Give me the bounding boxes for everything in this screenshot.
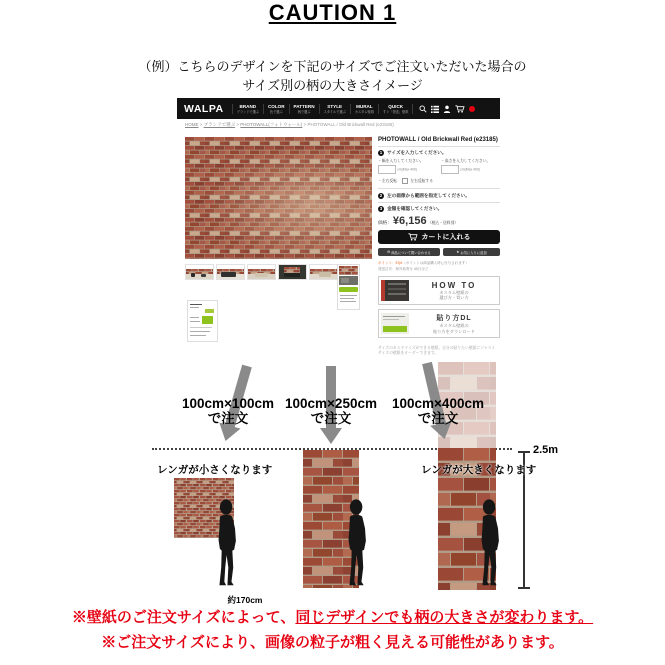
nav-style[interactable]: STYLE スタイルで選ぶ xyxy=(319,104,350,114)
width-input[interactable] xyxy=(378,165,396,174)
search-icon[interactable] xyxy=(419,105,427,113)
caption-smaller: レンガが小さくなります xyxy=(157,464,273,476)
height-label: ・高さを入力してください。 xyxy=(441,159,491,163)
mail-icon: ✉ xyxy=(387,250,391,255)
caption-bigger: レンガが大きくなります xyxy=(421,464,537,476)
step-3: 3 金額を確認してください。 xyxy=(379,206,443,212)
flip-option: 左右反転する xyxy=(410,179,434,184)
thumbnail-room-1[interactable] xyxy=(185,264,214,280)
subtitle-line-1: （例）こちらのデザインを下記のサイズでご注文いただいた場合の xyxy=(138,59,527,74)
order-label-400: 100cm×400cm で注文 xyxy=(392,396,484,426)
height-unit: cm(Max 400) xyxy=(460,167,480,172)
walpa-site-screenshot xyxy=(177,98,500,360)
thumbnail-room-2[interactable] xyxy=(216,264,245,280)
breadcrumb-brand[interactable]: ブランドで選ぶ xyxy=(203,122,236,127)
breadcrumb: HOME > ブランドで選ぶ > PHOTOWALL(フォトウォール) > PHOTOWALL / Old Brickwall Red (e23185) xyxy=(185,122,394,127)
nav-pattern[interactable]: PATTERN 柄で選ぶ xyxy=(289,104,319,114)
inquiry-button[interactable]: ✉ 商品について問い合わせる xyxy=(378,248,440,256)
order-label-250: 100cm×250cm で注文 xyxy=(285,396,377,426)
thumbnail-room-5[interactable] xyxy=(309,264,338,280)
width-unit: cm(Max 400) xyxy=(397,167,417,172)
width-label: ・幅を入力してください。 xyxy=(378,159,424,163)
cart-icon[interactable] xyxy=(455,105,465,113)
breadcrumb-current: PHOTOWALL / Old Brickwall Red (e23185) xyxy=(307,122,394,127)
thumbnail-room-4[interactable] xyxy=(278,264,307,280)
price-value: ¥6,156 xyxy=(392,215,427,228)
order-label-100: 100cm×100cm で注文 xyxy=(182,396,274,426)
bracket-bottom xyxy=(518,587,530,589)
product-panel xyxy=(378,137,500,356)
howto-box[interactable]: HOW TO カスタム壁紙の 選び方・買い方 xyxy=(378,276,500,305)
panel-footnote: サイズのカスタマイズができる壁紙。自分の貼りたい壁面にジャストサイズの壁紙をオーダーできます。 xyxy=(378,346,496,356)
price-row xyxy=(378,215,500,227)
paste-download-box[interactable]: 貼り方DL カスタム壁紙の 貼り方をダウンロード xyxy=(378,309,500,338)
flip-label: ・左右反転 xyxy=(378,179,397,184)
cart-button-icon xyxy=(408,233,418,241)
favorite-button[interactable]: ★ お気に入りに追加 xyxy=(443,248,500,256)
page-title: CAUTION 1 xyxy=(268,0,397,25)
point-note: ポイント：57pt（ポイントは商品購入時に付与されます） xyxy=(378,261,469,266)
thumbnail-room-3[interactable] xyxy=(247,264,276,280)
warning-note-2: ※ご注文サイズにより、画像の粒子が粗く見える可能性があります。 xyxy=(101,634,564,651)
walpa-logo[interactable]: WALPA xyxy=(184,102,224,115)
dl-thumbnail xyxy=(381,313,409,334)
step-1: 1 サイズを入力してください。 xyxy=(379,150,447,155)
page-subtitle xyxy=(0,57,665,95)
person-silhouette-3 xyxy=(474,494,506,593)
step-2: 2 左の画像から範囲を指定してください。 xyxy=(379,193,470,199)
height-input[interactable] xyxy=(441,165,459,174)
star-icon: ★ xyxy=(456,250,460,255)
nav-mural[interactable]: MURAL カスタム壁紙 xyxy=(350,104,378,114)
nav-color[interactable]: COLOR 色で選ぶ xyxy=(263,104,289,114)
nav-brand[interactable]: BRAND ブランドで選ぶ xyxy=(232,104,263,114)
price-note: （税込・送料別） xyxy=(427,221,459,226)
product-title: PHOTOWALL / Old Brickwall Red (e23185) xyxy=(378,137,498,143)
breadcrumb-home[interactable]: HOME xyxy=(185,122,199,127)
add-to-cart-button[interactable]: カートに入れる xyxy=(378,230,500,244)
order-widget-button[interactable] xyxy=(339,287,358,292)
person-height-label: 約170cm xyxy=(227,595,263,605)
warning-note-1: ※壁紙のご注文サイズによって、同じデザインでも柄の大きさが変わります。 xyxy=(71,609,594,626)
breadcrumb-photowall[interactable]: PHOTOWALL(フォトウォール) xyxy=(240,122,303,127)
nav-quick[interactable]: QUICK すぐ「発送」壁紙 xyxy=(378,104,414,114)
order-widget[interactable] xyxy=(337,264,360,310)
cart-badge xyxy=(469,106,475,112)
wall-height-label: 2.5m xyxy=(533,444,559,456)
site-header xyxy=(177,98,500,119)
header-icons xyxy=(419,105,475,113)
price-label: 価格： xyxy=(378,220,392,226)
shipping-note: 発送目安：海外取寄せ 40日ほど xyxy=(378,267,429,272)
howto-thumbnail xyxy=(381,280,409,301)
site-nav xyxy=(232,104,414,114)
account-icon[interactable] xyxy=(443,105,451,113)
flip-checkbox[interactable] xyxy=(402,178,408,184)
product-image[interactable] xyxy=(185,137,372,259)
list-icon[interactable] xyxy=(431,105,439,113)
size-diagram-thumbnail[interactable] xyxy=(187,300,218,342)
person-silhouette-1 xyxy=(211,494,243,593)
subtitle-line-2: サイズ別の柄の大きさイメージ xyxy=(242,78,423,93)
person-silhouette-2 xyxy=(341,494,373,593)
